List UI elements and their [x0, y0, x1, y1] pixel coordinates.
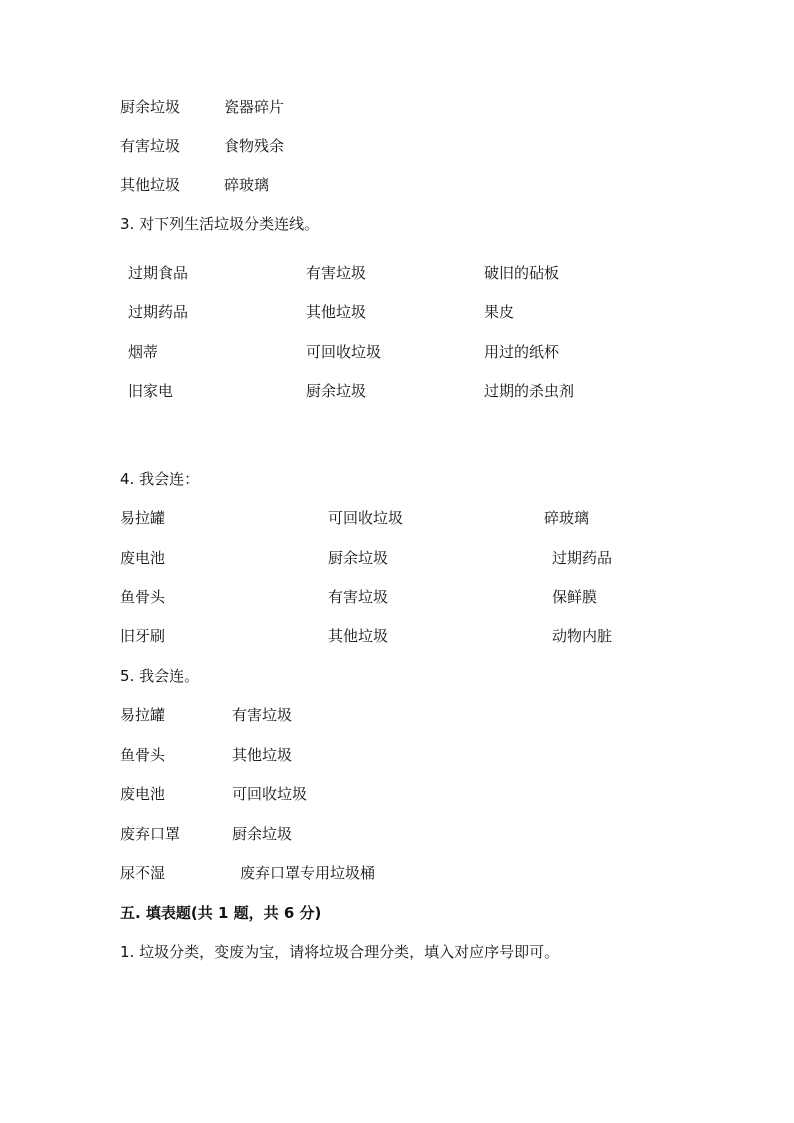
q4-category: 厨余垃圾 [328, 549, 389, 567]
match-right-item: 碎玻璃 [224, 176, 270, 194]
q5-item: 废弃口罩 [120, 825, 181, 843]
q3-item: 旧家电 [128, 382, 174, 400]
q5-category: 有害垃圾 [232, 706, 293, 724]
q3-category: 厨余垃圾 [306, 382, 367, 400]
q4-category: 可回收垃圾 [328, 509, 404, 527]
q3-item: 烟蒂 [128, 343, 159, 361]
match-left-item: 厨余垃圾 [120, 98, 181, 116]
q5-item: 易拉罐 [120, 706, 166, 724]
q5-item: 废电池 [120, 785, 166, 803]
match-left-item: 其他垃圾 [120, 176, 181, 194]
q3-example: 过期的杀虫剂 [484, 382, 575, 400]
question-3-title: 3. 对下列生活垃圾分类连线。 [120, 215, 320, 233]
q3-category: 可回收垃圾 [306, 343, 382, 361]
q3-item: 过期食品 [128, 264, 189, 282]
section-question-1: 1. 垃圾分类，变废为宝，请将垃圾合理分类，填入对应序号即可。 [120, 943, 560, 961]
q4-example: 保鲜膜 [552, 588, 598, 606]
match-right-item: 瓷器碎片 [224, 98, 285, 116]
q5-category: 其他垃圾 [232, 746, 293, 764]
q3-example: 用过的纸杯 [484, 343, 560, 361]
q4-category: 其他垃圾 [328, 627, 389, 645]
match-right-item: 食物残余 [224, 137, 285, 155]
q5-category: 可回收垃圾 [232, 785, 308, 803]
q4-item: 旧牙刷 [120, 627, 166, 645]
q5-item: 鱼骨头 [120, 746, 166, 764]
question-5-title: 5. 我会连。 [120, 667, 200, 685]
question-4-title: 4. 我会连： [120, 470, 200, 488]
q3-example: 果皮 [484, 303, 515, 321]
q3-category: 有害垃圾 [306, 264, 367, 282]
q5-item: 尿不湿 [120, 864, 166, 882]
match-left-item: 有害垃圾 [120, 137, 181, 155]
q3-example: 破旧的砧板 [484, 264, 560, 282]
q4-item: 鱼骨头 [120, 588, 166, 606]
section-heading: 五. 填表题(共 1 题，共 6 分) [120, 904, 322, 922]
q4-item: 废电池 [120, 549, 166, 567]
q4-example: 碎玻璃 [544, 509, 590, 527]
q3-category: 其他垃圾 [306, 303, 367, 321]
q5-category: 厨余垃圾 [232, 825, 293, 843]
q3-item: 过期药品 [128, 303, 189, 321]
q4-item: 易拉罐 [120, 509, 166, 527]
q4-category: 有害垃圾 [328, 588, 389, 606]
q5-category: 废弃口罩专用垃圾桶 [240, 864, 376, 882]
q4-example: 动物内脏 [552, 627, 613, 645]
q4-example: 过期药品 [552, 549, 613, 567]
